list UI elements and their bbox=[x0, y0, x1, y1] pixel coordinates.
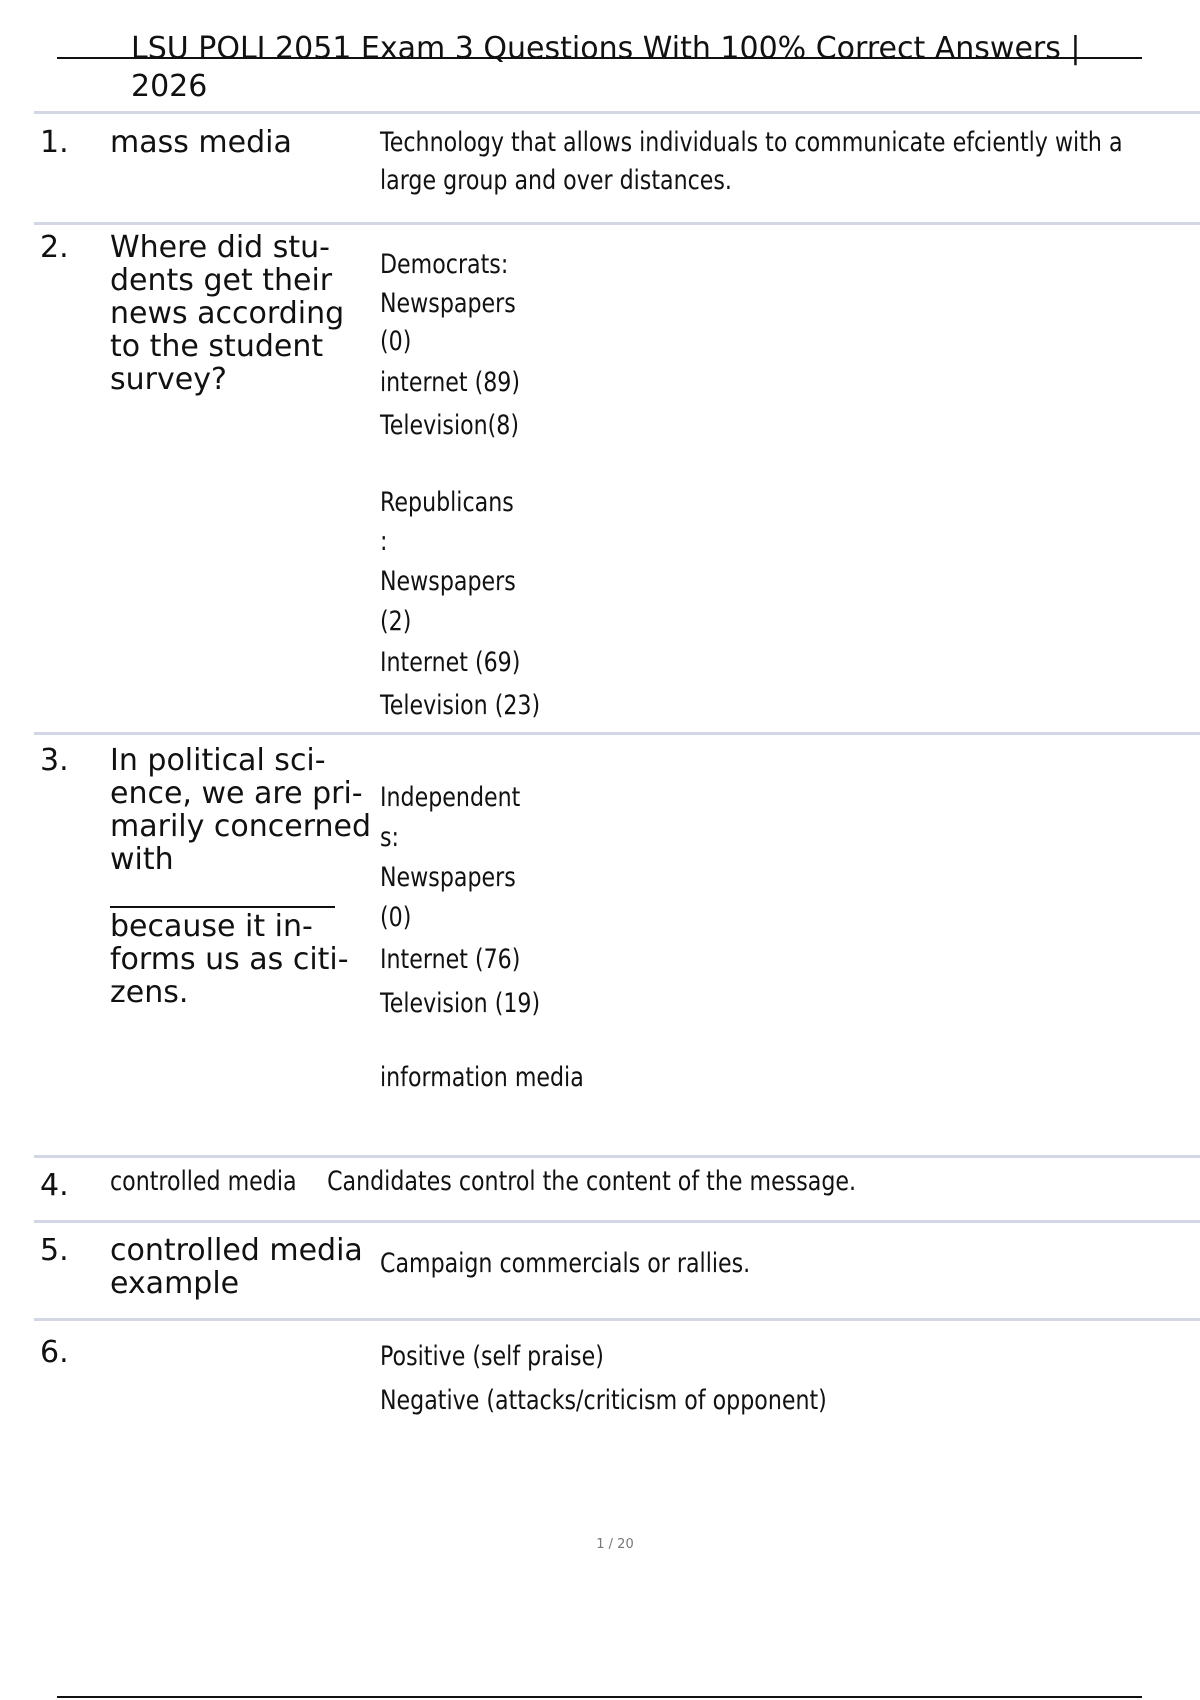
definition-line: information media bbox=[380, 1062, 584, 1093]
row-divider bbox=[34, 1155, 1200, 1158]
item-term: controlled media bbox=[110, 1166, 297, 1197]
definition-line: large group and over distances. bbox=[380, 165, 732, 196]
item-definition bbox=[380, 124, 1123, 200]
definition-line: Newspapers bbox=[380, 566, 516, 597]
page-number: 1 / 20 bbox=[596, 1537, 634, 1552]
definition-line: Technology that allows individuals to communicate efciently with a bbox=[380, 127, 1123, 158]
item-number: 2. bbox=[40, 230, 69, 265]
term-text-before-blank: In political sci- ence, we are pri- marily concerned with bbox=[110, 743, 372, 877]
row-divider bbox=[34, 111, 1200, 114]
item-term: mass media bbox=[110, 125, 292, 160]
definition-line: Television (19) bbox=[380, 988, 541, 1019]
item-number: 4. bbox=[40, 1168, 69, 1203]
fill-in-blank-line bbox=[110, 906, 335, 908]
definition-line: Television (23) bbox=[380, 690, 541, 721]
item-definition bbox=[380, 1335, 827, 1423]
item-term: Where did stu- dents get their news according to the student survey? bbox=[110, 230, 345, 397]
definition-line: (0) bbox=[380, 902, 412, 933]
definition-line: Negative (attacks/criticism of opponent) bbox=[380, 1385, 827, 1416]
document-title: LSU POLI 2051 Exam 3 Questions With 100% Correct Answers | 2026 bbox=[131, 31, 1081, 104]
definition-line: Newspapers bbox=[380, 862, 516, 893]
definition-line: Positive (self praise) bbox=[380, 1341, 604, 1372]
definition-line: : bbox=[380, 526, 388, 557]
item-definition: Candidates control the content of the message. bbox=[327, 1166, 857, 1197]
item-definition bbox=[380, 778, 584, 1098]
definition-line: Television(8) bbox=[380, 410, 520, 441]
item-definition bbox=[380, 245, 540, 727]
row-divider bbox=[34, 222, 1200, 225]
item-term: controlled media example bbox=[110, 1233, 363, 1301]
definition-line: Republicans bbox=[380, 487, 514, 518]
row-divider bbox=[34, 1318, 1200, 1321]
definition-line: s: bbox=[380, 822, 400, 853]
item-term bbox=[110, 744, 375, 1009]
row-divider bbox=[34, 1220, 1200, 1223]
definition-line: Internet (69) bbox=[380, 647, 521, 678]
footer-rule bbox=[57, 1696, 1142, 1698]
item-number: 1. bbox=[40, 125, 69, 160]
definition-line: Newspapers bbox=[380, 288, 516, 319]
definition-line: Campaign commercials or rallies. bbox=[380, 1248, 751, 1279]
definition-line: (0) bbox=[380, 326, 412, 357]
definition-line: (2) bbox=[380, 606, 412, 637]
item-term-and-definition bbox=[110, 1166, 1012, 1197]
definition-line: Democrats: bbox=[380, 249, 509, 280]
definition-line: Independent bbox=[380, 782, 521, 813]
item-number: 6. bbox=[40, 1335, 69, 1370]
item-definition bbox=[380, 1248, 750, 1279]
row-divider bbox=[34, 732, 1200, 735]
definition-line: internet (89) bbox=[380, 367, 521, 398]
term-text-after-blank: because it in- forms us as citi- zens. bbox=[110, 909, 349, 1010]
item-number: 3. bbox=[40, 743, 69, 778]
item-number: 5. bbox=[40, 1233, 69, 1268]
definition-line: Internet (76) bbox=[380, 944, 521, 975]
